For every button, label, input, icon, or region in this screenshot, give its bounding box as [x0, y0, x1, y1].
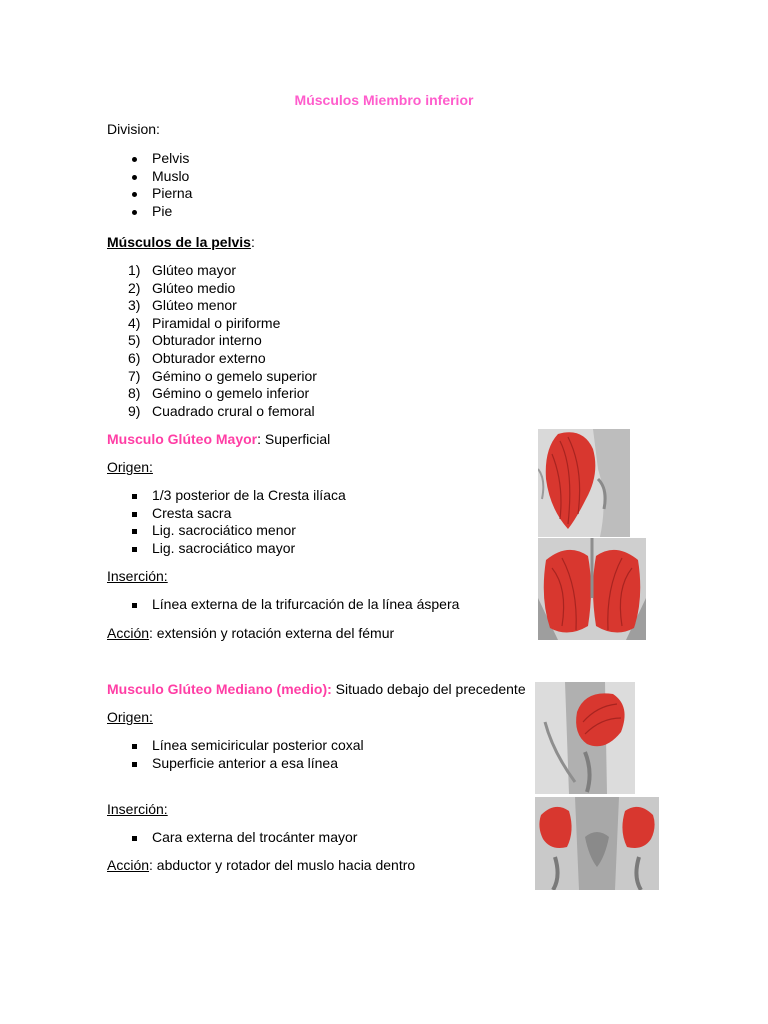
list-item — [128, 297, 317, 315]
list-item: Pierna — [152, 185, 193, 202]
list-number: 5) — [128, 332, 141, 349]
gluteo-mayor-insercion-list — [152, 596, 459, 614]
list-number: 3) — [128, 297, 141, 314]
pelvis-heading-colon: : — [250, 234, 255, 250]
list-item: Cresta sacra — [152, 505, 346, 523]
accion-text: : abductor y rotador del muslo hacia dentro — [149, 857, 416, 873]
list-item — [128, 385, 317, 403]
gluteo-medio-title: Musculo Glúteo Mediano (medio): — [107, 681, 332, 697]
list-text: Piramidal o piriforme — [152, 314, 281, 331]
gluteo-medio-origen-label: Origen: — [107, 709, 153, 725]
list-item — [128, 367, 317, 386]
list-number: 2) — [128, 279, 141, 296]
accion-label: Acción — [107, 625, 150, 641]
list-number: 1) — [128, 262, 141, 278]
list-item: Pie — [152, 203, 192, 221]
gluteo-mayor-origen-list — [152, 487, 346, 557]
list-number: 8) — [128, 385, 141, 402]
division-list — [152, 150, 192, 220]
gluteo-mayor-insercion-label: Inserción: — [107, 568, 168, 584]
list-text: Obturador interno — [152, 332, 262, 349]
gluteo-medio-subtitle: Situado debajo del precedente — [331, 681, 526, 697]
gluteo-mayor-subtitle: : Superficial — [257, 431, 331, 447]
list-item: Lig. sacrociático mayor — [152, 540, 346, 558]
list-text: Gémino o gemelo inferior — [152, 385, 310, 402]
list-item: Lig. sacrociático menor — [152, 522, 346, 540]
gluteo-mayor-accion — [107, 625, 394, 642]
list-item — [128, 279, 317, 298]
gluteus-maximus-back-image — [538, 538, 646, 640]
gluteo-medio-heading — [107, 681, 526, 698]
pelvis-heading-text: Músculos de la pelvis — [107, 234, 251, 250]
gluteo-mayor-heading — [107, 431, 330, 448]
gluteus-medius-back-image — [535, 797, 659, 890]
list-item: Línea semiciricular posterior coxal — [152, 737, 364, 753]
list-item: Muslo — [152, 168, 192, 186]
gluteo-mayor-title: Musculo Glúteo Mayor — [107, 431, 258, 447]
division-label: Division: — [107, 121, 160, 137]
list-number: 4) — [128, 314, 141, 331]
list-text: Cuadrado crural o femoral — [152, 402, 315, 419]
gluteus-maximus-side-image — [538, 429, 630, 537]
list-item — [128, 332, 317, 350]
list-text: Gémino o gemelo superior — [152, 367, 317, 384]
gluteo-medio-insercion-list — [152, 829, 357, 847]
pelvis-muscle-list — [128, 262, 317, 420]
list-item — [128, 314, 317, 333]
list-item: Cara externa del trocánter mayor — [152, 829, 358, 845]
accion-label: Acción — [107, 857, 150, 873]
list-item — [128, 402, 317, 421]
list-text: Glúteo mayor — [152, 262, 237, 278]
page-title: Músculos Miembro inferior — [294, 92, 474, 108]
list-text: Glúteo menor — [152, 297, 237, 314]
gluteo-medio-accion — [107, 857, 415, 874]
list-number: 6) — [128, 349, 141, 366]
gluteo-medio-insercion-label: Inserción: — [107, 801, 168, 817]
list-number: 7) — [128, 367, 141, 384]
accion-text: : extensión y rotación externa del fémur — [149, 625, 395, 641]
list-item: Superficie anterior a esa línea — [152, 755, 364, 773]
list-item — [128, 349, 317, 368]
list-text: Glúteo medio — [152, 279, 236, 296]
pelvis-heading — [107, 234, 255, 251]
gluteo-mayor-origen-label: Origen: — [107, 459, 153, 475]
list-item: 1/3 posterior de la Cresta ilíaca — [152, 487, 346, 503]
list-item: Pelvis — [152, 150, 192, 168]
list-number: 9) — [128, 402, 141, 419]
list-item — [128, 262, 317, 280]
list-item: Línea externa de la trifurcación de la línea áspera — [152, 596, 460, 612]
gluteo-medio-origen-list — [152, 737, 364, 772]
gluteus-medius-side-image — [535, 682, 635, 794]
list-text: Obturador externo — [152, 349, 266, 366]
